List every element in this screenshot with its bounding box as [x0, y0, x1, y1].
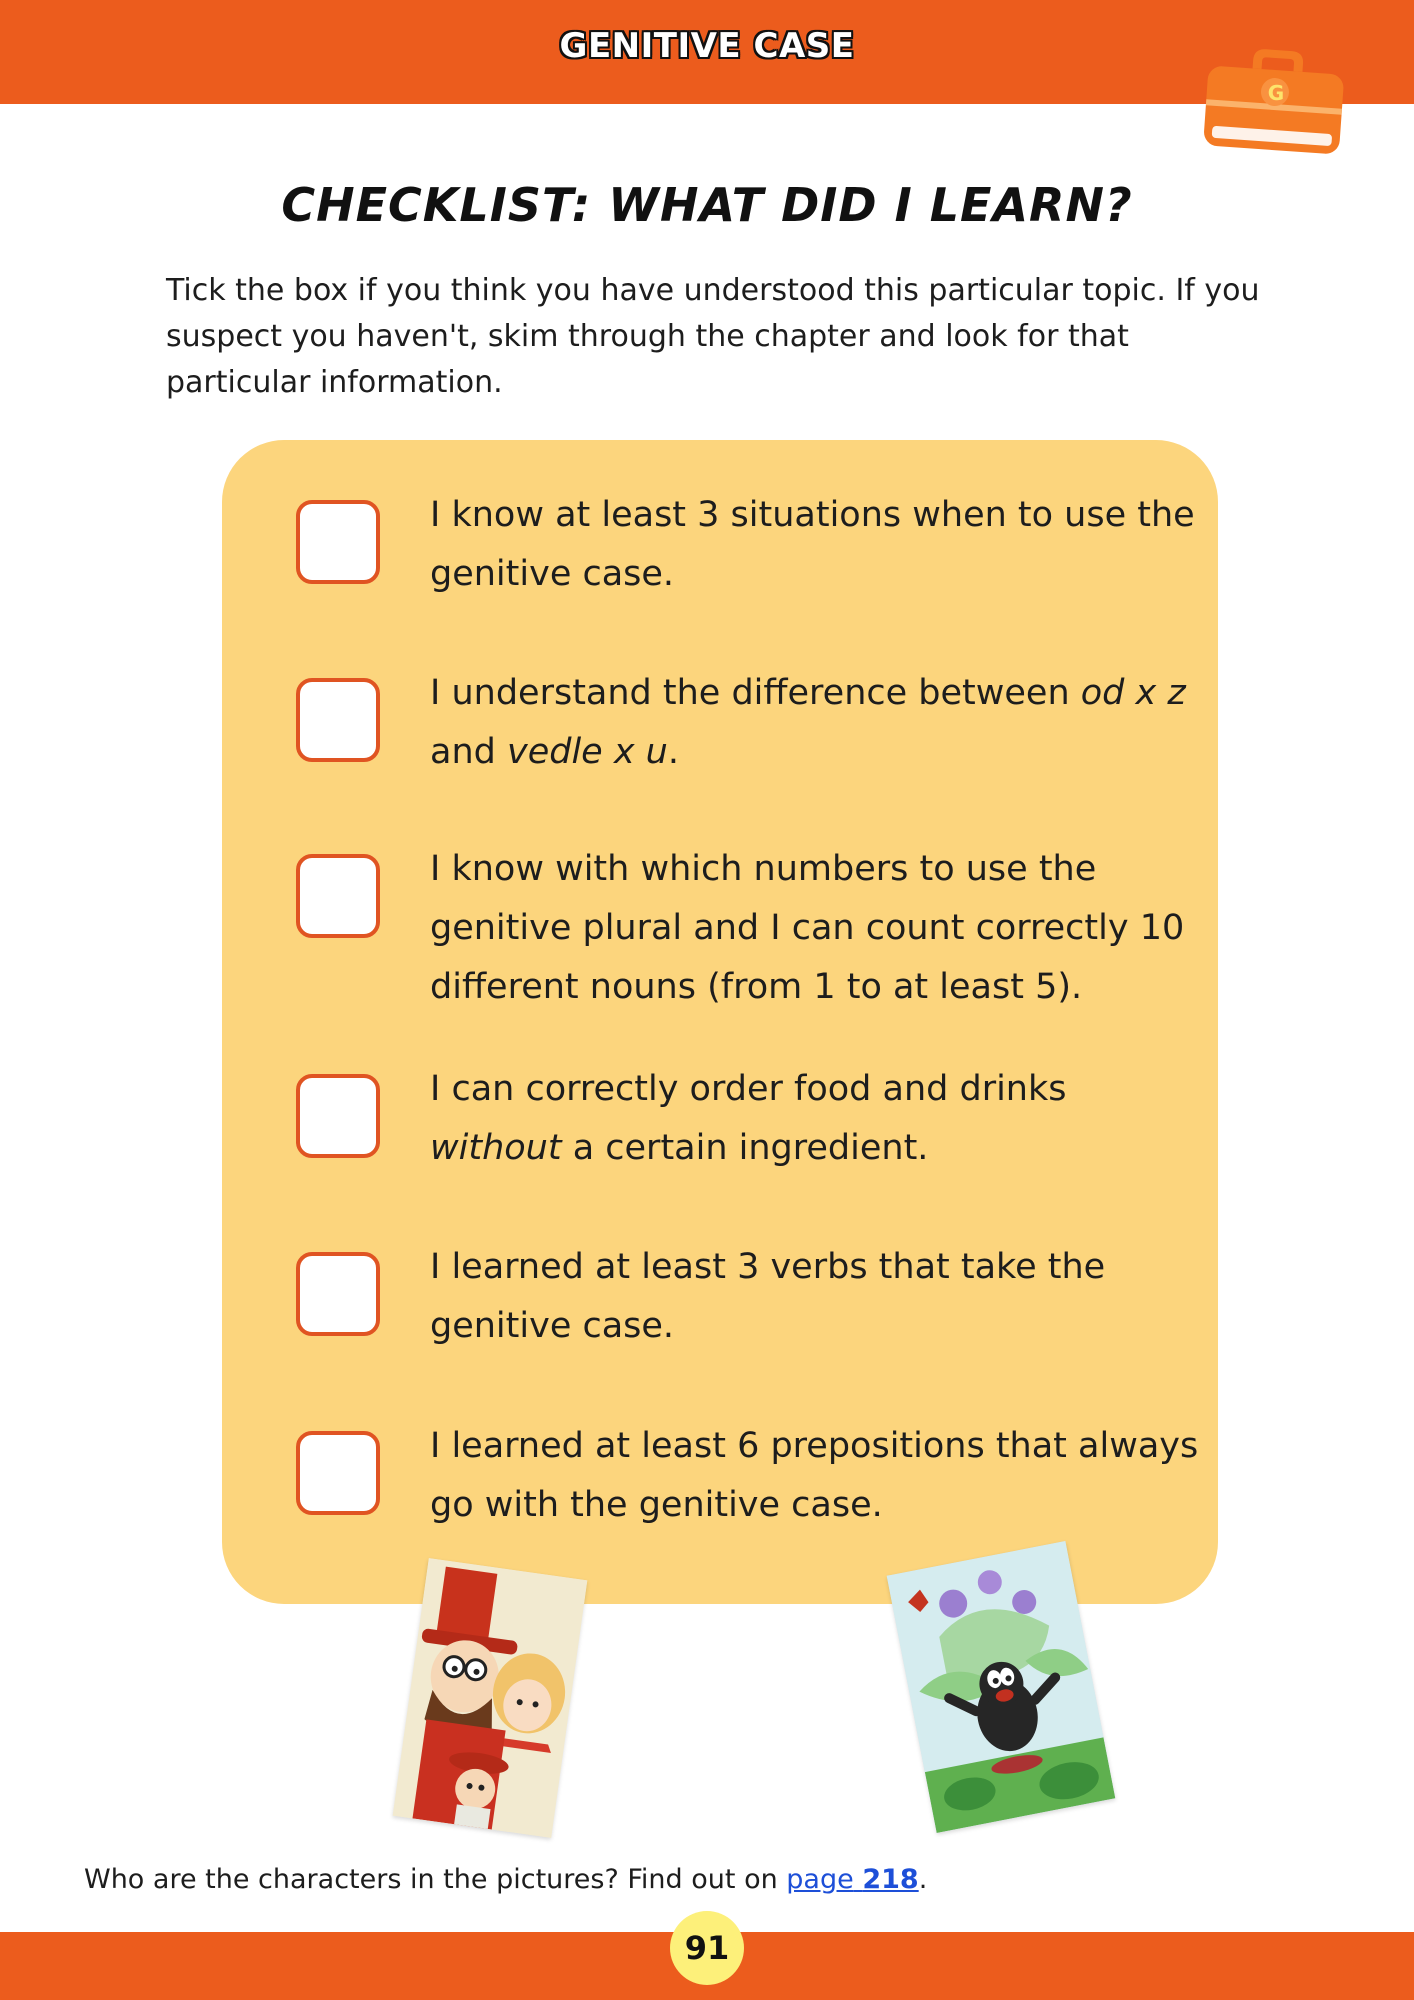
intro-paragraph: Tick the box if you think you have understood this particular topic. If you suspect you haven't, skim through the chapter and look for that particular information.: [166, 273, 1260, 400]
checklist-item-text: I learned at least 6 prepositions that always go with the genitive case.: [430, 1426, 1199, 1525]
checklist-item-text: I can correctly order food and drinks without a certain ingredient.: [430, 1069, 1067, 1168]
checkbox[interactable]: [296, 1431, 380, 1515]
cartoon-characters-image: [393, 1558, 588, 1838]
checkbox[interactable]: [296, 854, 380, 938]
checkbox[interactable]: [296, 1074, 380, 1158]
briefcase-letter: G: [1267, 81, 1285, 105]
footnote-text: Who are the characters in the pictures? Find out on: [84, 1864, 787, 1895]
footnote: Who are the characters in the pictures? Find out on page 218.: [84, 1864, 928, 1895]
checkbox[interactable]: [296, 678, 380, 762]
checkbox[interactable]: [296, 500, 380, 584]
header-title: GENITIVE CASE: [559, 26, 855, 66]
checklist-item-text: I know with which numbers to use the genitive plural and I can count correctly 10 different nouns (from 1 to at least 5).: [430, 849, 1185, 1007]
checklist-item-text: I know at least 3 situations when to use the genitive case.: [430, 495, 1195, 594]
briefcase-icon: [1200, 44, 1348, 168]
checklist-item-text: I understand the difference between od x z and vedle x u.: [430, 673, 1186, 772]
page-number-badge: 91: [670, 1911, 744, 1985]
page-link[interactable]: page 218: [786, 1864, 919, 1895]
checklist-item-text: I learned at least 3 verbs that take the genitive case.: [430, 1247, 1106, 1346]
page-title: CHECKLIST: WHAT DID I LEARN?: [281, 178, 1133, 232]
cartoon-characters-illustration: [393, 1558, 588, 1838]
checklist-card: [222, 440, 1218, 1604]
checkbox[interactable]: [296, 1252, 380, 1336]
